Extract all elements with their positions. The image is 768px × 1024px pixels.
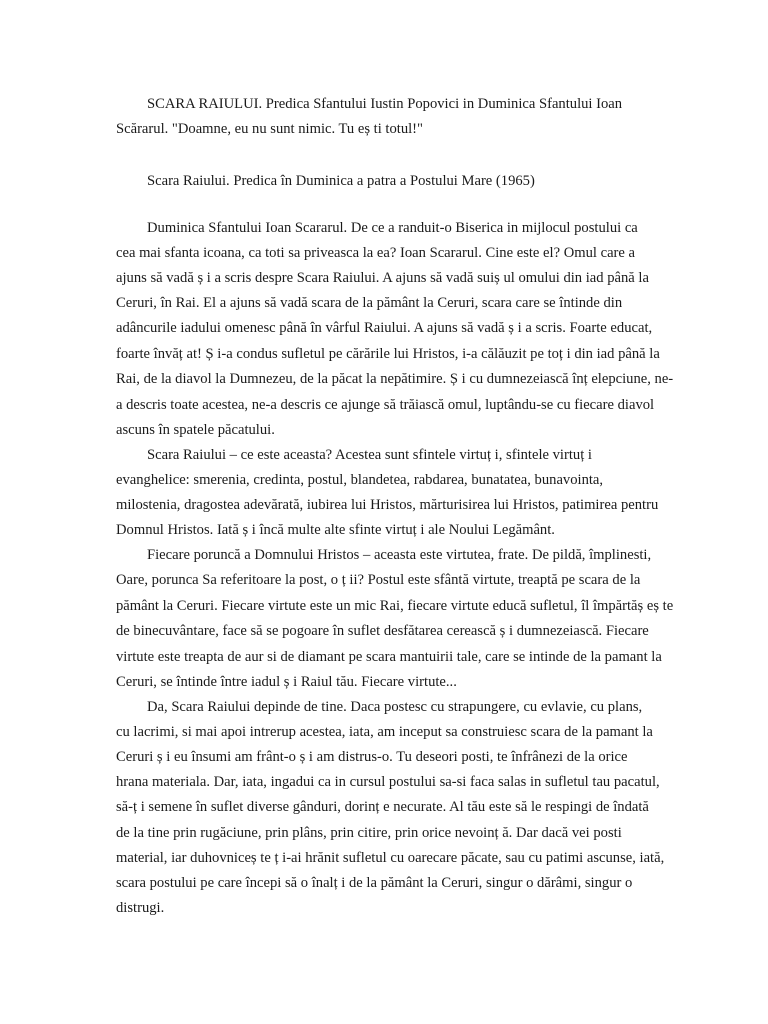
text-line: material, iar duhovniceș te ț i-ai hrănit sufletul cu oarecare păcate, sau cu patimi ascunse, iată, bbox=[116, 850, 665, 866]
text-line: scara postului pe care începi să o înalț i de la pământ la Ceruri, singur o dărâmi, singur o bbox=[116, 875, 633, 891]
text-line: distrugi. bbox=[116, 900, 165, 916]
text-line: să-ț i semene în suflet diverse gânduri, dorinț e necurate. Al tău este să le respingi de îndată bbox=[116, 799, 649, 815]
text-line: cu lacrimi, si mai apoi intrerup acestea, iata, am inceput sa construiesc scara de la pamant la bbox=[116, 724, 653, 740]
text-line: adâncurile iadului omenesc până în vârful Raiului. A ajuns să vadă ș i a scris. Foarte educat, bbox=[116, 320, 653, 336]
text-line: Fiecare poruncă a Domnului Hristos – aceasta este virtutea, frate. De pildă, împlinesti, bbox=[147, 547, 652, 563]
text-line: Domnul Hristos. Iată ș i încă multe alte sfinte virtuț i ale Noului Legământ. bbox=[116, 522, 555, 538]
text-line: ascuns în spatele păcatului. bbox=[116, 422, 275, 438]
text-line: Ceruri, se întinde între iadul ș i Raiul tău. Fiecare virtute... bbox=[116, 674, 457, 690]
text-line: hrana materiala. Dar, iata, ingadui ca in cursul postului sa-si faca salas in sufletul tau pacatul, bbox=[116, 774, 660, 790]
text-line: Duminica Sfantului Ioan Scararul. De ce a randuit-o Biserica in mijlocul postului ca bbox=[147, 220, 638, 236]
text-line: pământ la Ceruri. Fiecare virtute este un mic Rai, fiecare virtute educă sufletul, îl împărtăș eș te bbox=[116, 598, 674, 614]
text-line: virtute este treapta de aur si de diamant pe scara mantuirii tale, care se intinde de la pamant la bbox=[116, 649, 662, 665]
text-line: Rai, de la diavol la Dumnezeu, de la păcat la nepătimire. Ș i cu dumnezeiască înț elepciune, ne- bbox=[116, 371, 674, 387]
text-line: de la tine prin rugăciune, prin plâns, prin citire, prin orice nevoinț ă. Dar dacă vei posti bbox=[116, 825, 622, 841]
text-line: Ceruri, în Rai. El a ajuns să vadă scara de la pământ la Ceruri, scara care se întinde din bbox=[116, 295, 623, 311]
text-line: Scara Raiului – ce este aceasta? Acestea sunt sfintele virtuț i, sfintele virtuț i bbox=[147, 447, 592, 463]
text-line: de binecuvântare, face să se pogoare în suflet desfătarea cerească ș i dumnezeiască. Fiecare bbox=[116, 623, 649, 639]
text-line: Oare, porunca Sa referitoare la post, o ț ii? Postul este sfântă virtute, treaptă pe scara de la bbox=[116, 572, 641, 588]
text-line: foarte învăț at! Ș i-a condus sufletul pe cărările lui Hristos, i-a călăuzit pe toț i din iad până la bbox=[116, 346, 660, 362]
text-line: evanghelice: smerenia, credinta, postul, blandetea, rabdarea, bunatatea, bunavointa, bbox=[116, 472, 604, 488]
text-line: cea mai sfanta icoana, ca toti sa priveasca la ea? Ioan Scararul. Cine este el? Omul care a bbox=[116, 245, 636, 261]
text-line: milostenia, dragostea adevărată, iubirea lui Hristos, mărturisirea lui Hristos, patimirea pentru bbox=[116, 497, 659, 513]
text-line: ajuns să vadă ș i a scris despre Scara Raiului. A ajuns să vadă suiș ul omului din iad până la bbox=[116, 270, 649, 286]
text-line: Da, Scara Raiului depinde de tine. Daca postesc cu strapungere, cu evlavie, cu plans, bbox=[147, 699, 643, 715]
title-line-1: SCARA RAIULUI. Predica Sfantului Iustin Popovici in Duminica Sfantului Ioan bbox=[147, 96, 623, 112]
title-line-2: Scărarul. "Doamne, eu nu sunt nimic. Tu eș ti totul!" bbox=[116, 121, 424, 137]
subtitle-line: Scara Raiului. Predica în Duminica a patra a Postului Mare (1965) bbox=[147, 173, 535, 189]
text-line: Ceruri ș i eu însumi am frânt-o ș i am distrus-o. Tu deseori posti, te înfrânezi de la orice bbox=[116, 749, 628, 765]
text-line: a descris toate acestea, ne-a descris ce ajunge să trăiască omul, luptându-se cu fiecare diavol bbox=[116, 397, 655, 413]
